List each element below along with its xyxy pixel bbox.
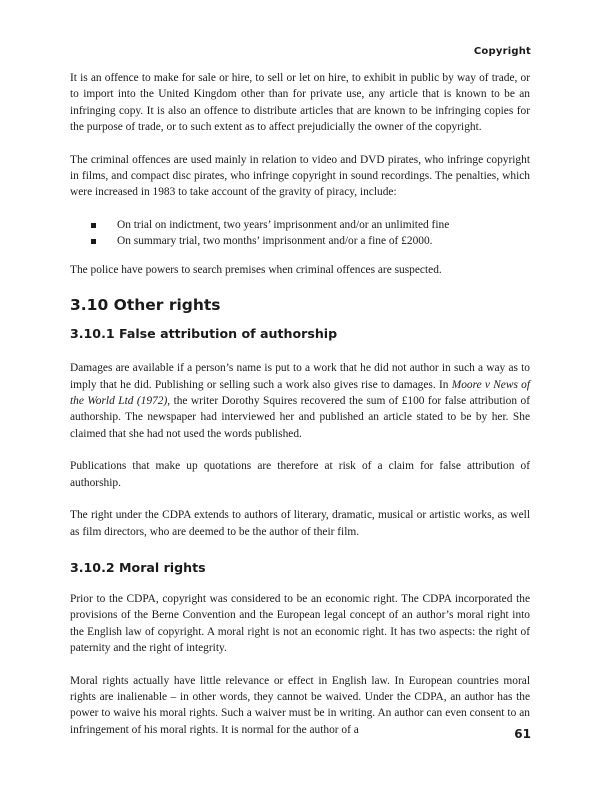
- list-item: [70, 233, 530, 249]
- subsection-heading-false-attribution: 3.10.1 False attribution of authorship: [70, 326, 338, 342]
- paragraph-publications: Publications that make up quotations are therefore at risk of a claim for false attribution of authorship.: [70, 460, 530, 489]
- damages-text: Damages are available if a person’s name is put to a work that he did not author in such a way as to imply that he did. Publishing or selling such a work also gives rise to damages. In: [70, 362, 530, 391]
- paragraph-offence: It is an offence to make for sale or hire, to sell or let on hire, to exhibit in public by way of trade, or to import into the United Kingdom other than for private use, any article that is known to be an infringing copy. It is also an offence to distribute articles that are known to be infringing copies for the purpose of trade, or to such extent as to affect prejudicially the owner of the copyright.: [70, 72, 530, 133]
- case-citation: Moore v News of the World Ltd (1972): [70, 378, 531, 407]
- list-item-text: On summary trial, two months’ imprisonment and/or a fine of £2000.: [117, 235, 433, 248]
- paragraph-cdpa-right: The right under the CDPA extends to authors of literary, dramatic, musical or artistic works, as well as film directors, who are deemed to be the author of their film.: [70, 509, 530, 538]
- paragraph-prior-cdpa: Prior to the CDPA, copyright was considered to be an economic right. The CDPA incorporated the provisions of the Berne Convention and the European legal concept of an author’s moral right into the English law of copyright. A moral right is not an economic right. It has two aspects: the right of paternity and the right of integrity.: [70, 593, 530, 654]
- paragraph-criminal-offences: The criminal offences are used mainly in relation to video and DVD pirates, who infringe copyright in films, and compact disc pirates, who infringe copyright in sound recordings. The penalties, which were increased in 1983 to take account of the gravity of piracy, include:: [70, 153, 530, 199]
- list-item-text: On trial on indictment, two years’ imprisonment and/or an unlimited fine: [117, 218, 450, 231]
- page-number: 61: [514, 727, 531, 741]
- body-text: [70, 70, 530, 754]
- square-bullet-icon: [91, 223, 96, 228]
- list-item: [70, 217, 530, 233]
- damages-text-continued: , the writer Dorothy Squires recovered the sum of £100 for false attribution of authorship. The newspaper had interviewed her and published an article stated to be by her. She claimed that she had not used the words published.: [70, 394, 530, 440]
- paragraph-police-powers: The police have powers to search premises when criminal offences are suspected.: [70, 264, 442, 277]
- penalties-list: [70, 217, 530, 250]
- subsection-heading-moral-rights: 3.10.2 Moral rights: [70, 559, 206, 575]
- paragraph-moral-rights: Moral rights actually have little relevance or effect in English law. In European countries moral rights are inalienable – in other words, they cannot be waived. Under the CDPA, an author has the power to waive his moral rights. Such a waiver must be in writing. An author can even consent to an infringement of his moral rights. It is normal for the author of a: [70, 674, 530, 736]
- section-heading: 3.10 Other rights: [70, 295, 221, 314]
- paragraph-damages: [70, 360, 530, 441]
- running-head: Copyright: [473, 46, 531, 57]
- square-bullet-icon: [91, 239, 96, 244]
